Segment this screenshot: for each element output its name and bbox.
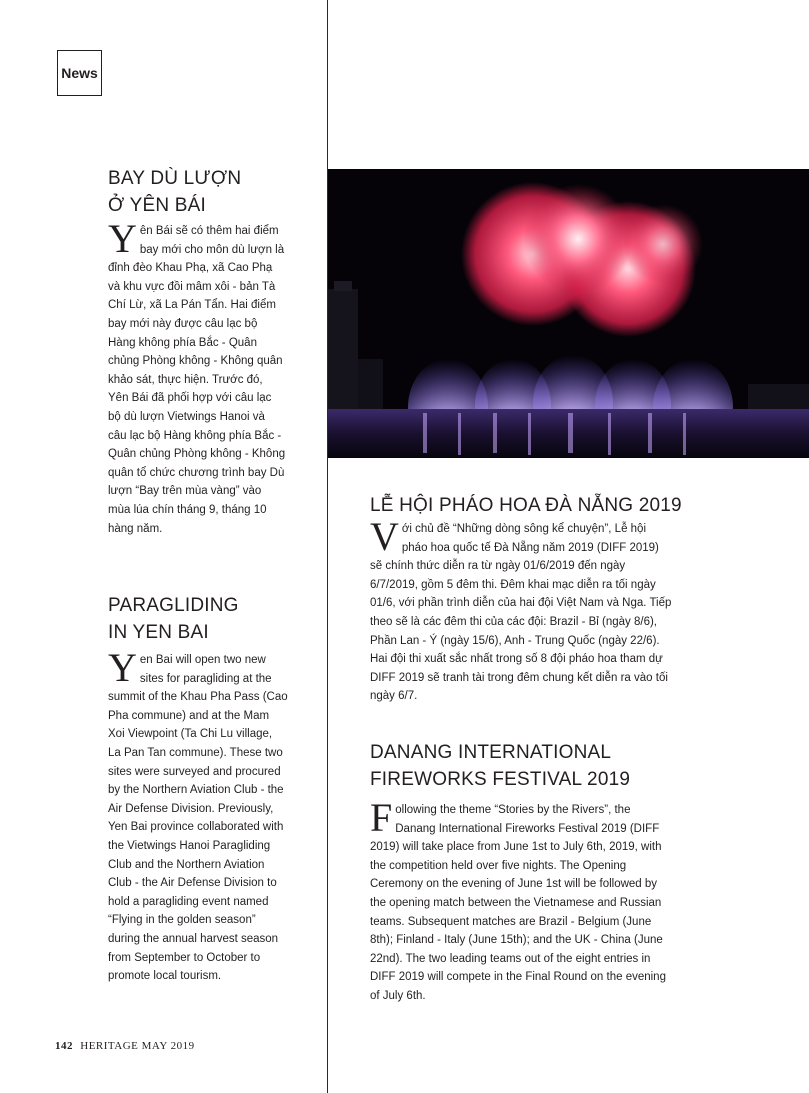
article1-en-dropcap: Y (108, 645, 137, 690)
article1-en-body (108, 645, 288, 986)
article2-vi-body (370, 514, 672, 706)
article1-vi-text: ên Bái sẽ có thêm hai điểm bay mới cho môn dù lượn là đỉnh đèo Khau Phạ, xã Cao Phạ và khu vực đồi mâm xôi - bản Tà Chí Lừ, xã La Pán Tẩn. Hai điểm bay mới này được câu lạc bộ Hàng không phía Bắc - Quân chủng Phòng không - Không quân khảo sát, thực hiện. Trước đó, Yên Bái đã phối hợp với câu lạc bộ dù lượn Vietwings Hanoi và câu lạc bộ Hàng không phía Bắc - Quân chủng Phòng không - Không quân tổ chức chương trình bay Dù lượn “Bay trên mùa vàng” vào mùa lúa chín tháng 9, tháng 10 hàng năm. (108, 225, 286, 535)
article1-en-title-line1: PARAGLIDING (108, 595, 239, 616)
article2-en-title-line2: FIREWORKS FESTIVAL 2019 (370, 769, 631, 790)
article2-en-text: ollowing the theme “Stories by the Rivers”, the Danang International Fireworks Festival 2019 (DIFF 2019) will take place from June 1st to July 6th, 2019, with the competition held over five nights. The Opening Ceremony on the evening of June 1st will be followed by the opening match between the Vietnamese and Russian teams. Subsequent matches are Brazil - Belgium (June 8th); Finland - Italy (June 15th); and the UK - China (June 22nd). The two leading teams out of the eight entries in DIFF 2019 will compete in the Final Round on the evening of July 6th. (370, 804, 666, 1002)
article2-en-title (370, 739, 630, 793)
article2-vi-dropcap: V (370, 514, 399, 559)
article2-vi-text: ới chủ đề “Những dòng sông kể chuyện”, Lễ hội pháo hoa quốc tế Đà Nẵng năm 2019 (DIFF 2019) sẽ chính thức diễn ra từ ngày 01/6/2019 đến ngày 6/7/2019, gồm 5 đêm thi. Đêm khai mạc diễn ra tối ngày 01/6, với phần trình diễn của hai đội Việt Nam và Nga. Tiếp theo sẽ là các đêm thi của các đội: Brazil - Bỉ (ngày 8/6), Phần Lan - Ý (ngày 15/6), Anh - Trung Quốc (ngày 22/6). Hai đội thi xuất sắc nhất trong số 8 đội pháo hoa tham dự DIFF 2019 sẽ tranh tài trong đêm chung kết diễn ra vào tối ngày 6/7. (370, 523, 672, 703)
page-number: 142 (55, 1040, 73, 1052)
article2-en-body (370, 795, 670, 1006)
article1-vi-title-line2: Ở YÊN BÁI (108, 195, 206, 216)
article1-vi-title-line1: BAY DÙ LƯỢN (108, 168, 242, 189)
column-divider (327, 0, 328, 1093)
magazine-name: HERITAGE (80, 1040, 139, 1052)
article1-en-title-line2: IN YEN BAI (108, 622, 209, 643)
article1-vi-title (108, 165, 241, 219)
issue-date: MAY 2019 (141, 1040, 195, 1052)
section-label: News (57, 50, 102, 96)
page-footer (55, 1040, 195, 1052)
article1-en-title (108, 592, 239, 646)
article2-vi-title: LỄ HỘI PHÁO HOA ĐÀ NẴNG 2019 (370, 495, 682, 516)
article1-en-text: en Bai will open two new sites for paragliding at the summit of the Khau Pha Pass (Cao Pha commune) and at the Mam Xoi Viewpoint (Ta Chi Lu village, La Pan Tan commune). These two sites were surveyed and procured by the Northern Aviation Club - the Air Defense Division. Previously, Yen Bai province collaborated with the Vietwings Hanoi Paragliding Club and the Northern Aviation Club - the Air Defense Division to hold a paragliding event named “Flying in the golden season” during the annual harvest season from September to October to promote local tourism. (108, 654, 288, 983)
article1-vi-body (108, 216, 286, 538)
article1-vi-dropcap: Y (108, 216, 137, 261)
fireworks-photo (328, 169, 809, 458)
article2-en-title-line1: DANANG INTERNATIONAL (370, 742, 612, 763)
article2-en-dropcap: F (370, 795, 393, 840)
